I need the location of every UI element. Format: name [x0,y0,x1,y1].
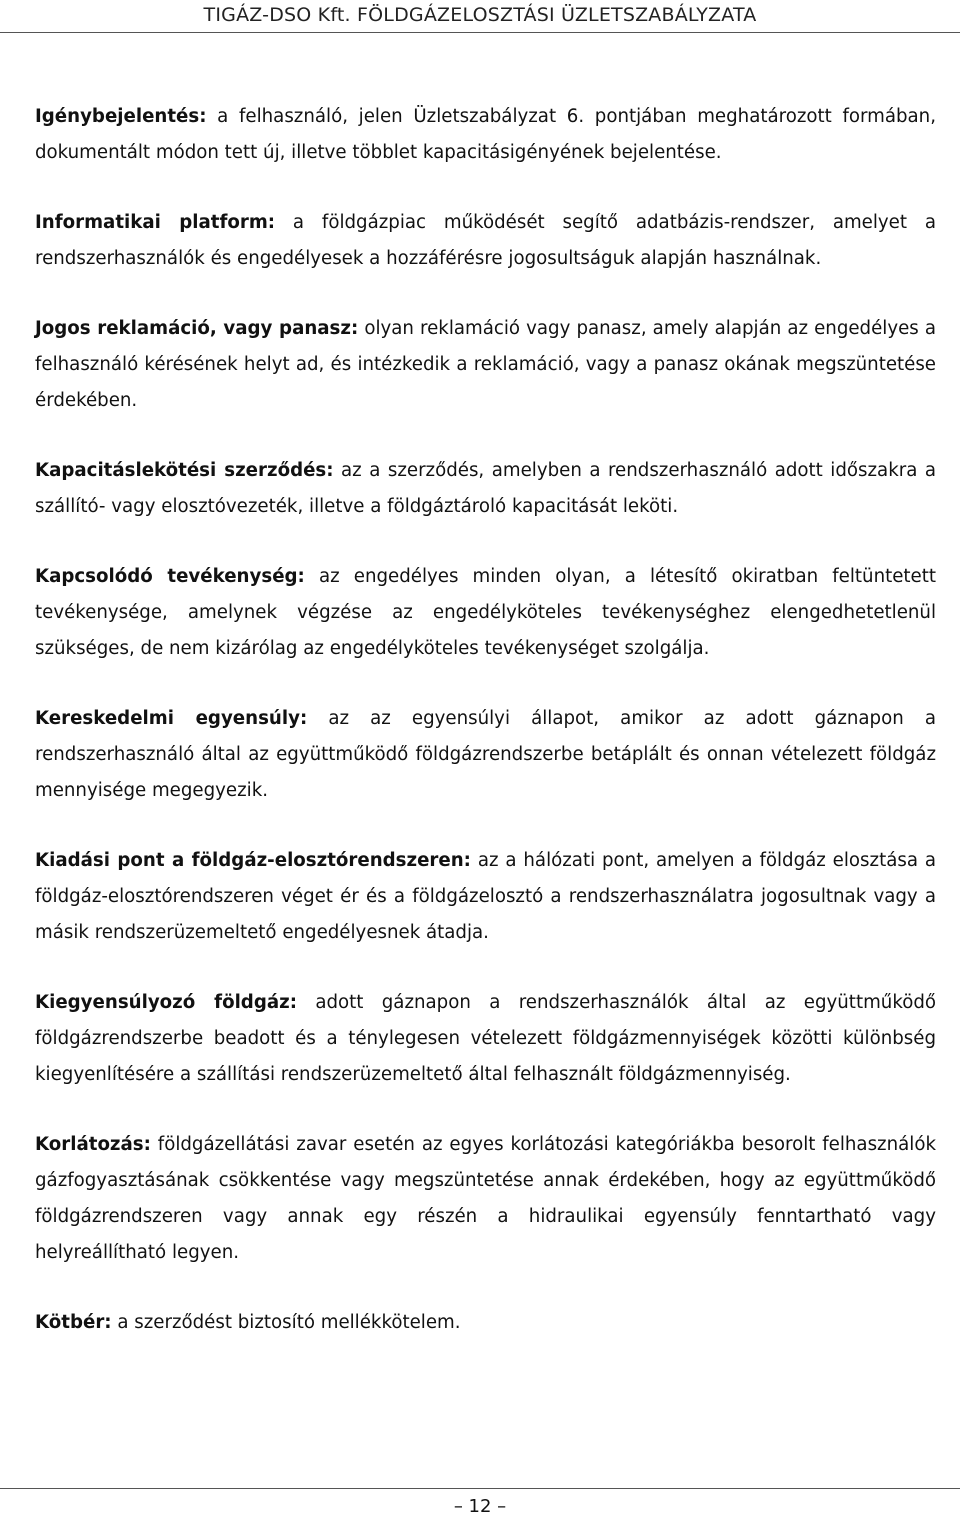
footer-divider [0,1488,960,1489]
definition-kiegyensulyozo-foldgaz [35,985,936,1093]
definition-text: az engedélyes minden olyan, a létesítő okiratban feltüntetett tevékenysége, amelynek végzése az engedélyköteles tevékenységhez elengedhetetlenül szükséges, de nem kizárólag az engedélyköteles tevékenységet szolgálja. [35,566,937,659]
definition-text: földgázellátási zavar esetén az egyes korlátozási kategóriákba besorolt felhasználók gázfogyasztásának csökkentése vagy megszüntetése annak érdekében, hogy az együttműködő földgázrendszeren vagy annak egy részén a hidraulikai egyensúly fenntartható vagy helyreállítható legyen. [35,1134,936,1263]
definition-term: Kiegyensúlyozó földgáz: [35,992,297,1013]
definitions-list [35,99,936,1375]
definition-text: olyan reklamáció vagy panasz, amely alapján az engedélyes a felhasználó kérésének helyt ad, és intézkedik a reklamáció, vagy a panasz okának megszüntetése érdekében. [35,318,936,411]
page-number-value: 12 [468,1496,492,1517]
definition-text: adott gáznapon a rendszerhasználók által az együttműködő földgázrendszerbe beadott és a ténylegesen vételezett földgázmennyiségek közötti különbség kiegyenlítésére a szállítási rendszerüzemeltető által felhasznált földgázmennyiség. [35,992,937,1085]
definition-korlatozas [35,1127,936,1271]
definition-term: Igénybejelentés: [35,106,207,127]
definition-kereskedelmi-egyensuly [35,701,936,809]
definition-term: Kapcsolódó tevékenység: [35,566,305,587]
definition-term: Kereskedelmi egyensúly: [35,708,308,729]
definition-informatikai-platform [35,205,936,277]
definition-term: Kapacitáslekötési szerződés: [35,460,334,481]
definition-term: Jogos reklamáció, vagy panasz: [35,318,359,339]
page-number: – 12 – [453,1496,507,1517]
definition-text: az az egyensúlyi állapot, amikor az adott gáznapon a rendszerhasználó által az együttműködő földgázrendszerbe betáplált és onnan vételezett földgáz mennyisége megegyezik. [35,708,936,801]
definition-text: a felhasználó, jelen Üzletszabályzat 6. pontjában meghatározott formában, dokumentált módon tett új, illetve többlet kapacitásigényének bejelentése. [35,106,936,163]
definition-text: az a hálózati pont, amelyen a földgáz elosztása a földgáz-elosztórendszeren véget ér és a földgázelosztó a rendszerhasználatra jogosultnak vagy a másik rendszerüzemeltető engedélyesnek átadja. [35,850,936,943]
definition-kotber [35,1305,936,1341]
definition-term: Informatikai platform: [35,212,276,233]
definition-igenybejelentes [35,99,936,171]
definition-kapcsolodo-tevekenyseg [35,559,936,667]
definition-text: a földgázpiac működését segítő adatbázis-rendszer, amelyet a rendszerhasználók és engedélyesek a hozzáférésre jogosultságuk alapján használnak. [35,212,936,269]
definition-text: az a szerződés, amelyben a rendszerhasználó adott időszakra a szállító- vagy elosztóvezeték, illetve a földgáztároló kapacitását leköti. [35,460,936,517]
definition-term: Korlátozás: [35,1134,151,1155]
definition-term: Kötbér: [35,1312,112,1333]
definition-jogos-reklamacio [35,311,936,419]
definition-text: a szerződést biztosító mellékkötelem. [111,1312,461,1333]
definition-kapacitaslekotesi-szerzodes [35,453,936,525]
definition-term: Kiadási pont a földgáz-elosztórendszeren: [35,850,471,871]
page-header: TIGÁZ-DSO Kft. FÖLDGÁZELOSZTÁSI ÜZLETSZABÁLYZATA [203,4,757,26]
definition-kiadasi-pont [35,843,936,951]
header-divider [0,32,960,33]
